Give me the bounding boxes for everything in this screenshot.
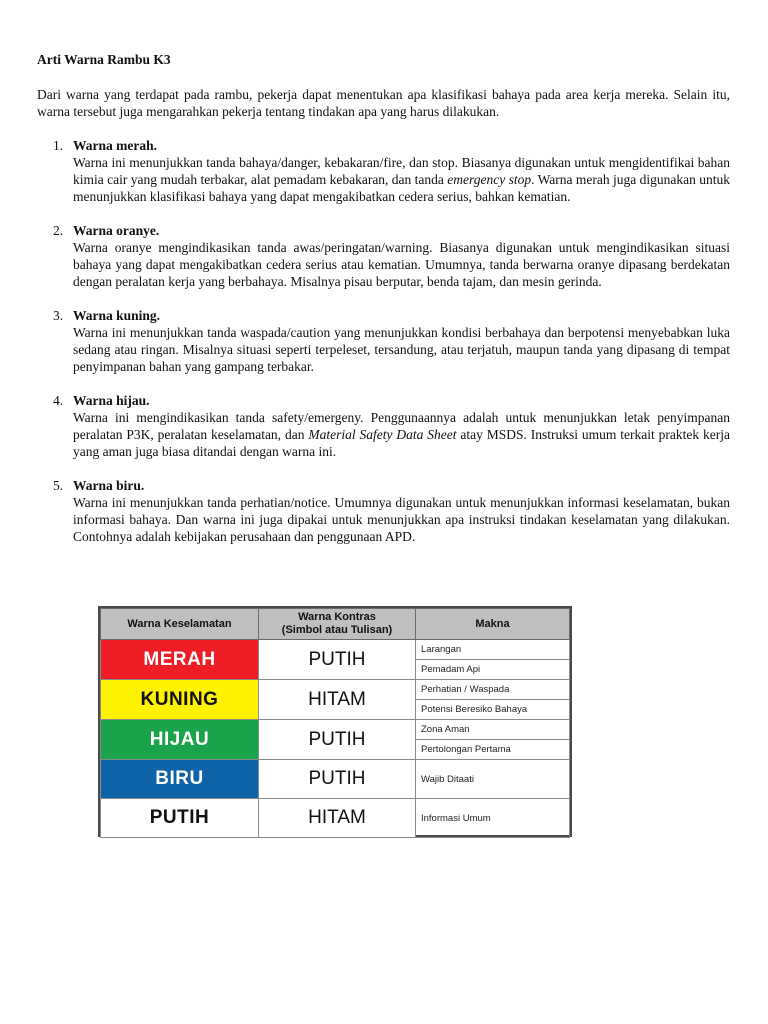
body-text: Warna ini mengindikasikan tanda safety/emergeny. Penggunaannya adalah untuk menunjukkan letak penyimpanan peralatan P3K, peralatan keselamatan, dan: [73, 410, 730, 442]
meaning-cell: Zona Aman: [416, 720, 570, 740]
meaning-cell: Potensi Beresiko Bahaya: [416, 700, 570, 720]
list-heading: Warna merah.: [73, 138, 157, 153]
intro-paragraph: Dari warna yang terdapat pada rambu, pekerja dapat menentukan apa klasifikasi bahaya pada area kerja mereka. Selain itu, warna tersebut juga mengarahkan pekerja tentang tindakan apa yang harus dilakukan.: [37, 87, 730, 119]
contrast-cell: PUTIH: [259, 720, 416, 760]
color-swatch: MERAH: [101, 640, 259, 680]
document-content: [37, 51, 730, 562]
list-heading: Warna oranye.: [73, 223, 160, 238]
table-row: [101, 799, 570, 838]
header-contrast-color: Warna Kontras (Simbol atau Tulisan): [259, 609, 416, 640]
header-safety-color: Warna Keselamatan: [101, 609, 259, 640]
meaning-cell: Pemadam Api: [416, 660, 570, 680]
table-row: [101, 720, 570, 740]
list-number: 1.: [53, 138, 64, 153]
table-row: [101, 680, 570, 700]
meaning-cell: Pertolongan Pertama: [416, 740, 570, 760]
list-item-blue: [37, 477, 730, 545]
list-item-yellow: [37, 307, 730, 375]
meaning-cell: Larangan: [416, 640, 570, 660]
contrast-cell: HITAM: [259, 799, 416, 838]
list-item-green: [37, 392, 730, 460]
list-number: 2.: [53, 223, 64, 238]
list-body: Warna oranye mengindikasikan tanda awas/peringatan/warning. Biasanya digunakan untuk mengindikasikan situasi bahaya yang dapat mengakibatkan cedera serius atau kematian. Umumnya, tanda berwarna oranye dipasang berdekatan dengan peralatan kerja yang berbahaya. Misalnya pisau berputar, benda tajam, dan mesin gerinda.: [73, 240, 730, 289]
body-italic: emergency stop: [447, 172, 532, 187]
header-meaning: Makna: [416, 609, 570, 640]
list-item-orange: [37, 222, 730, 290]
list-item-red: [37, 137, 730, 205]
list-heading: Warna hijau.: [73, 393, 150, 408]
list-body: Warna ini menunjukkan tanda waspada/caution yang menunjukkan kondisi berbahaya dan berpotensi menyebabkan luka sedang atau ringan. Misalnya situasi seperti terpeleset, tersandung, atau terjatuh, maupun tanda yang dipasang di tempat penyimpanan bahan yang gampang terbakar.: [73, 325, 730, 374]
list-heading: Warna biru.: [73, 478, 145, 493]
color-list: [37, 137, 730, 545]
document-title: Arti Warna Rambu K3: [37, 52, 171, 67]
list-heading: Warna kuning.: [73, 308, 161, 323]
body-text: Warna ini menunjukkan tanda bahaya/danger, kebakaran/fire, dan stop. Biasanya digunakan untuk mengidentifikai bahan kimia cair yang mudah terbakar, alat pemadam kebakaran, dan tanda: [73, 155, 730, 187]
meaning-cell: Wajib Ditaati: [416, 760, 570, 799]
list-body: [73, 409, 730, 460]
table-row: [101, 760, 570, 799]
body-text: . Warna merah juga digunakan untuk menunjukkan klasifikasi bahaya yang dapat mengakibatkan cedera serius, bahkan kematian.: [73, 172, 730, 204]
body-text: atay MSDS. Instruksi umum terkait praktek kerja yang aman juga biasa ditandai dengan warna ini.: [73, 427, 730, 459]
contrast-cell: HITAM: [259, 680, 416, 720]
table-header-row: [101, 609, 570, 640]
color-swatch: KUNING: [101, 680, 259, 720]
meaning-cell: Perhatian / Waspada: [416, 680, 570, 700]
table-row: [101, 640, 570, 660]
meaning-cell: Informasi Umum: [416, 799, 570, 838]
contrast-cell: PUTIH: [259, 640, 416, 680]
list-number: 4.: [53, 393, 64, 408]
color-swatch: HIJAU: [101, 720, 259, 760]
contrast-cell: PUTIH: [259, 760, 416, 799]
color-swatch: BIRU: [101, 760, 259, 799]
list-body: Warna ini menunjukkan tanda perhatian/notice. Umumnya digunakan untuk menunjukkan informasi keselamatan, bukan informasi bahaya. Dan warna ini juga dipakai untuk menunjukkan apa instruksi tindakan keselamatan yang dilakukan. Contohnya adalah kebijakan perusahaan dan penggunaan APD.: [73, 495, 730, 544]
list-number: 5.: [53, 478, 64, 493]
body-italic: Material Safety Data Sheet: [308, 427, 457, 442]
list-number: 3.: [53, 308, 64, 323]
list-body: [73, 154, 730, 205]
color-swatch: PUTIH: [101, 799, 259, 838]
safety-color-table: [98, 606, 572, 837]
